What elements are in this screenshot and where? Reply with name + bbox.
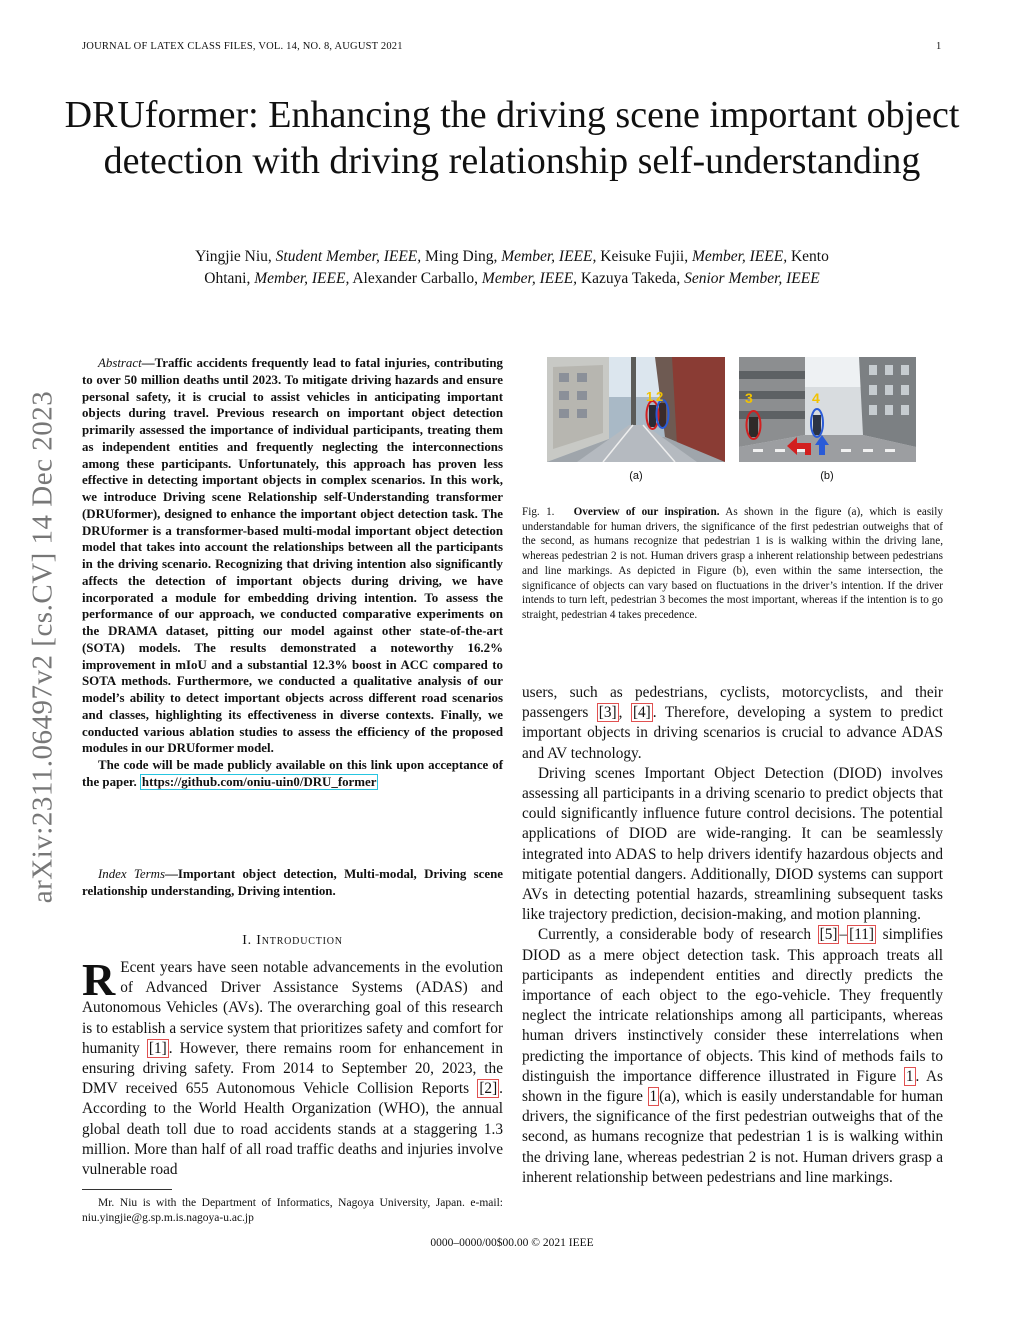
author-text: Keisuke Fujii, bbox=[596, 248, 692, 265]
figure-link[interactable]: 1 bbox=[905, 1067, 914, 1085]
author-role: Member, IEEE, bbox=[691, 248, 788, 265]
section-heading bbox=[82, 933, 503, 949]
author-role: Senior Member, IEEE bbox=[684, 270, 820, 287]
caption-text: As shown in the figure (a), which is easily understandable for human drivers, the significance of the first pedestrian outweighs that of the second, as humans recognize that pedestrian 1 is is walking within the driving lane, whereas pedestrian 2 is not. Human drivers grasp a inherent relationship between pedestrians and line markings. As depicted in Figure (b), even within the same intersection, the significance of objects can vary based on fluctuations in the driver’s intention. If the driver intends to turn left, pedestrian 3 becomes the most important, whereas if the intention is to go straight, pedestrian 4 takes precedence. bbox=[522, 506, 943, 621]
footnote-text: Mr. Niu is with the Department of Informatics, Nagoya University, Japan. e-mail: niu.yingjie@g.sp.m.is.nagoya-u.ac.jp bbox=[82, 1197, 503, 1224]
citation-link[interactable]: [2] bbox=[479, 1080, 498, 1098]
author-text: Ohtani, bbox=[204, 270, 255, 287]
abstract-text: —Traffic accidents frequently lead to fatal injuries, contributing to over 50 million deaths until 2023. To mitigate driving hazards and ensure personal safety, it is crucial to assist vehicles in anticipating important objects during travel. Previous research on important object detection primarily assessed the importance of individual participants, treating them as independent entities and frequently neglecting the interconnections among these participants. Unfortunately, this approach has proven less effective in detecting important objects in complex scenarios. In this work, we introduce Driving scene Relationship self-Understanding transformer (DRUformer), designed to enhance the important object detection task. The DRUformer is a transformer-based multi-modal important object detection model that takes into account the relationships between all the participants in the driving scenario. Recognizing that driving intention also significantly affects the detection of important objects during driving, we have incorporated a module for embedding driving intention. To assess the performance of our approach, we conducted comparative experiments on the DRAMA dataset, pitting our model against other state-of-the-art (SOTA) models. The results demonstrated a noteworthy 16.2% improvement in mIoU and a substantial 12.3% boost in ACC compared to SOTA methods. Furthermore, we conducted a qualitative analysis of our model’s ability to detect important objects across different road scenarios and classes, highlighting its effectiveness in diverse contexts. Finally, we conducted various ablation studies to assess the efficiency of the proposed modules in our DRUformer model. bbox=[82, 356, 503, 756]
right-column-body: users, such as pedestrians, cyclists, motorcyclists, and their passengers [3] , [4] . Therefore, developing a system to predict important objects in driving scenarios is crucial to advance ADAS and AV technology. Driving scenes Important Object Detection (DIOD) involves assessing all participants in a driving scenario to predict objects that could significantly influence future control decisions. The potential applications of DIOD are wide-ranging. It can be seamlessly integrated into ADAS to help drivers identify hazardous objects and mitigate potential dangers. Additionally, DIOD systems can support AVs in detecting potential hazards, streamlining subsequent tasks like trajectory prediction, decision-making, and motion planning. Currently, a considerable body of research [5] – [11] simplifies DIOD as a mere object detection task. This approach treats all participants as independent entities and directly predicts the importance of each object to the ego-vehicle. They frequently neglect the intricate relationships among all participants, whereas human drivers instinctively consider these interrelations when predicting the importance of objects. This kind of methods fails to distinguish the importance difference illustrated in Figure 1 . As shown in the figure 1 (a), which is easily understandable for human drivers, the significance of the first pedestrian outweighs that of the second, as humans recognize that pedestrian 1 is is walking within the driving lane, whereas pedestrian 2 is not. Human drivers grasp a inherent relationship between pedestrians and line markings. bbox=[522, 684, 944, 1186]
citation-link[interactable]: [3] bbox=[598, 704, 617, 722]
figure-link[interactable]: 1 bbox=[649, 1088, 658, 1106]
index-terms-label: Index Terms bbox=[98, 867, 165, 881]
caption-prefix: Fig. 1. bbox=[522, 506, 555, 518]
body-text: Currently, a considerable body of research bbox=[538, 926, 818, 944]
citation-link[interactable]: [1] bbox=[148, 1039, 167, 1057]
pedestrian-4-label: 4 bbox=[812, 390, 820, 406]
footnote-rule bbox=[82, 1189, 172, 1190]
figure-caption bbox=[522, 505, 943, 623]
section-number: I. bbox=[242, 933, 252, 948]
code-link[interactable]: https://github.com/oniu-uin0/DRU_former bbox=[141, 774, 377, 789]
page-number: 1 bbox=[936, 41, 942, 52]
citation-link[interactable]: [5] bbox=[819, 926, 838, 944]
author-list bbox=[80, 246, 944, 290]
section-title: Introduction bbox=[256, 933, 343, 948]
figure-1a-image bbox=[547, 357, 725, 462]
author-role: Member, IEEE, bbox=[481, 270, 578, 287]
copyright-line: 0000–0000/00$00.00 © 2021 IEEE bbox=[430, 1237, 594, 1249]
author-text: Yingjie Niu, bbox=[195, 248, 276, 265]
arxiv-id: arXiv:2311.06497v2 [cs.CV] 14 Dec 2023 bbox=[26, 390, 59, 904]
citation-link[interactable]: [11] bbox=[849, 926, 875, 944]
author-text: Kazuya Takeda, bbox=[577, 270, 685, 287]
intro-text: . However, there remains room for enhancement in ensuring driving safety. From 2014 to September 20, 2023, the DMV received 655 Autonomous Vehicle Collision Reports bbox=[82, 1039, 504, 1098]
arxiv-stamp bbox=[22, 350, 64, 944]
index-terms bbox=[82, 866, 503, 900]
author-role: Member, IEEE, bbox=[254, 270, 350, 287]
body-text: Driving scenes Important Object Detection (DIOD) involves assessing all participants in a driving scenario to predict objects that could significantly influence future control decisions. The potential applications of DIOD are wide-ranging. It can be seamlessly integrated into ADAS to help drivers identify hazardous objects and mitigate potential dangers. Additionally, DIOD systems can support AVs in detecting potential hazards, streamlining subsequent tasks like trajectory prediction, decision-making, and motion planning. bbox=[522, 764, 943, 924]
journal-header: JOURNAL OF LATEX CLASS FILES, VOL. 14, NO. 8, AUGUST 2021 bbox=[82, 41, 403, 52]
body-text: simplifies DIOD as a mere object detection task. This approach treats all participants as independent entities and directly predicts the importance of each object to the ego-vehicle. They frequently neglect the intricate relationships among all participants, whereas human drivers instinctively consider these interrelations when predicting the importance of objects. This kind of methods fails to distinguish the importance difference illustrated in Figure bbox=[522, 926, 943, 1085]
author-role: Student Member, IEEE, bbox=[275, 248, 422, 265]
author-text: Ming Ding, bbox=[421, 248, 502, 265]
abstract-label: Abstract bbox=[98, 356, 142, 370]
figure-1b-image bbox=[739, 357, 916, 462]
intro-paragraph bbox=[82, 954, 504, 1180]
paper-title: DRUformer: Enhancing the driving scene important object detection with driving relationship self-understanding bbox=[64, 94, 960, 182]
abstract bbox=[82, 355, 503, 791]
body-text: . Therefore, developing a system to predict important objects in driving scenarios is crucial to advance ADAS and AV technology. bbox=[522, 704, 944, 762]
figure-1b-label: (b) bbox=[820, 470, 834, 482]
pedestrian-2-label: 2 bbox=[656, 389, 664, 404]
author-text: Alexander Carballo, bbox=[349, 270, 482, 287]
author-role: Member, IEEE, bbox=[501, 248, 597, 265]
pedestrian-1-label: 1 bbox=[646, 389, 654, 404]
figure-1a-label: (a) bbox=[629, 470, 643, 482]
intro-text: Ecent years have seen notable advancements in the evolution of Advanced Driver Assistance Systems (ADAS) and Autonomous Vehicles (AVs). The overarching goal of this research is to establish a service system that prioritizes safety and comfort for humanity bbox=[82, 959, 503, 1057]
body-text: users, such as pedestrians, cyclists, motorcyclists, and their passengers bbox=[522, 684, 943, 722]
code-availability-text: The code will be made publicly available on this link upon acceptance of the paper. bbox=[82, 758, 503, 789]
index-terms-text: —Important object detection, Multi-modal, Driving scene relationship understanding, Driving intention. bbox=[82, 867, 503, 898]
footnote bbox=[82, 1196, 503, 1226]
pedestrian-3-label: 3 bbox=[745, 390, 753, 406]
caption-title: Overview of our inspiration. bbox=[573, 506, 720, 518]
body-text: . As shown in the figure bbox=[522, 1067, 943, 1106]
drop-cap: R bbox=[82, 954, 116, 1005]
body-text: (a), which is easily understandable for human drivers, the significance of the first pedestrian outweighs that of the second, as humans recognize that pedestrian 1 is is walking within the driving lane, whereas pedestrian 2 is not. Human drivers grasp a inherent relationship between pedestrians and line markings. bbox=[522, 1088, 943, 1186]
citation-link[interactable]: [4] bbox=[632, 704, 651, 722]
author-text: Kento bbox=[787, 248, 829, 265]
intro-text: . According to the World Health Organization (WHO), the annual global death toll due to road accidents stands at a staggering 1.3 million. More than half of all road traffic deaths and injuries involve vulnerable road bbox=[82, 1080, 503, 1179]
